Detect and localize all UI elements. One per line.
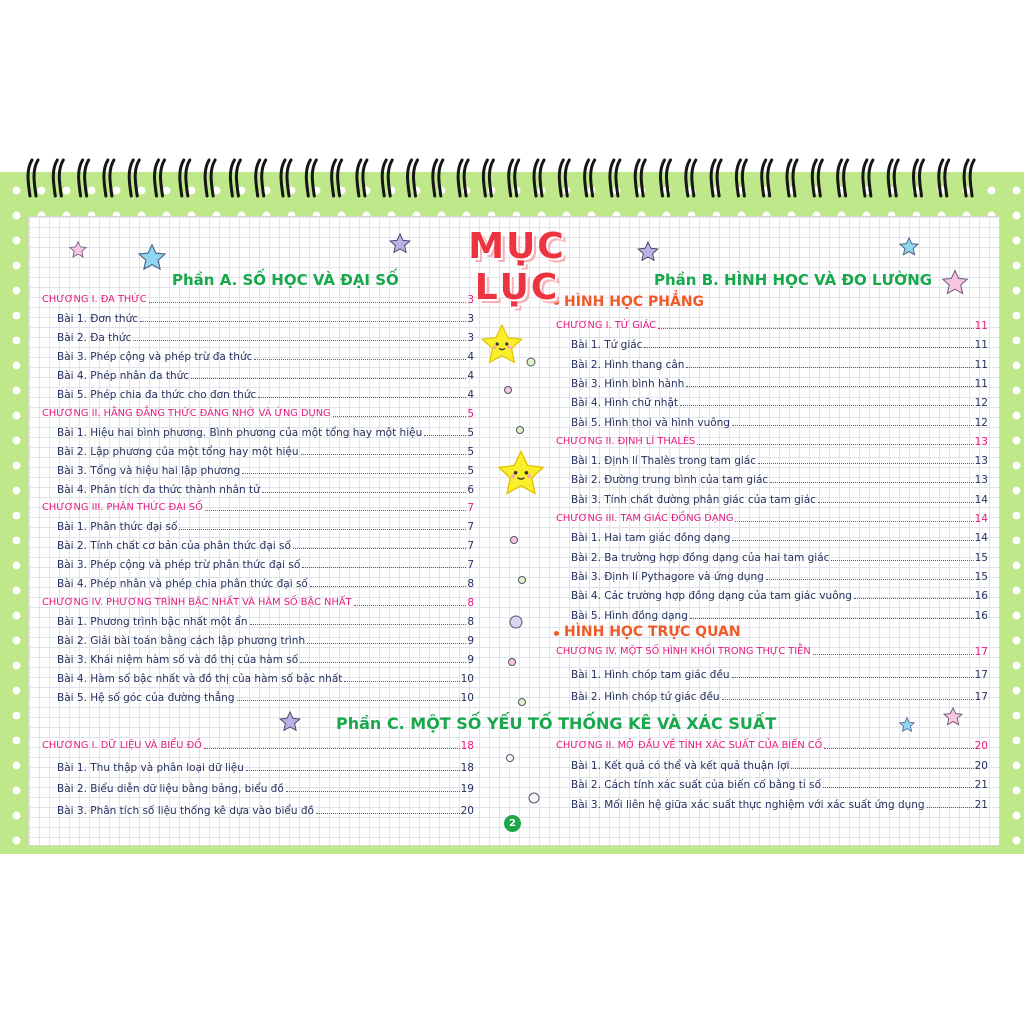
dot-leader bbox=[770, 482, 973, 483]
toc-entry-title: Bài 1. Đơn thức bbox=[57, 312, 139, 325]
dot-leader bbox=[424, 435, 466, 436]
toc-page-number: 6 bbox=[467, 483, 474, 496]
toc-page-number: 7 bbox=[467, 559, 474, 572]
spiral-coil bbox=[281, 160, 291, 196]
spiral-coil bbox=[332, 160, 342, 196]
spiral-coil bbox=[79, 160, 89, 196]
toc-lesson-row bbox=[57, 576, 474, 590]
star-icon bbox=[898, 236, 920, 258]
toc-lesson-row bbox=[57, 330, 474, 344]
dot-leader bbox=[310, 586, 466, 587]
toc-lesson-row bbox=[57, 349, 474, 363]
toc-lesson-row bbox=[571, 357, 988, 371]
toc-entry-title: Bài 5. Hệ số góc của đường thẳng bbox=[57, 691, 235, 704]
dot-leader bbox=[237, 700, 460, 701]
toc-entry-title: Bài 2. Cách tính xác suất của biến cố bằng tỉ số bbox=[571, 779, 822, 792]
toc-entry-title: Bài 1. Định lí Thalès trong tam giác bbox=[571, 455, 757, 468]
spiral-coil bbox=[939, 160, 949, 196]
toc-lesson-row bbox=[571, 530, 988, 544]
toc-page-number: 9 bbox=[467, 654, 474, 667]
dot-leader bbox=[254, 359, 466, 360]
spiral-coil bbox=[205, 160, 215, 196]
toc-entry-title: Bài 1. Phân thức đại số bbox=[57, 521, 178, 534]
spiral-coil bbox=[230, 160, 240, 196]
dot-leader bbox=[344, 681, 459, 682]
section-heading: HÌNH HỌC PHẲNG bbox=[564, 294, 705, 310]
toc-page-number: 5 bbox=[467, 407, 474, 420]
toc-entry-title: Bài 4. Các trường hợp đồng dạng của tam giác vuông bbox=[571, 590, 852, 603]
spiral-coil bbox=[736, 160, 746, 196]
toc-entry-title: Bài 4. Hàm số bậc nhất và đồ thị của hàm số bậc nhất bbox=[57, 673, 343, 685]
spiral-coil bbox=[155, 160, 165, 196]
dot-leader bbox=[179, 529, 466, 530]
toc-lesson-row bbox=[57, 538, 474, 552]
dot-leader bbox=[301, 454, 467, 455]
spiral-coil bbox=[888, 160, 898, 196]
toc-lesson-row bbox=[571, 376, 988, 390]
toc-page-number: 3 bbox=[467, 331, 474, 344]
dot-leader bbox=[258, 397, 466, 398]
dot-leader bbox=[205, 510, 466, 511]
toc-entry-title: Bài 3. Phân tích số liệu thống kê dựa vào biểu đồ bbox=[57, 804, 314, 817]
toc-lesson-row bbox=[57, 781, 474, 795]
toc-page-number: 13 bbox=[974, 455, 988, 468]
toc-page-number: 8 bbox=[467, 616, 474, 629]
toc-page-number: 11 bbox=[974, 339, 988, 352]
toc-entry-title: CHƯƠNG II. HẰNG ĐẲNG THỨC ĐÁNG NHỚ VÀ ỨNG DỤNG bbox=[42, 407, 331, 419]
toc-page-number: 15 bbox=[974, 551, 988, 564]
toc-entry-title: CHƯƠNG I. TỨ GIÁC bbox=[556, 320, 657, 331]
star-icon bbox=[940, 268, 970, 298]
toc-lesson-row bbox=[571, 689, 988, 703]
toc-lesson-row bbox=[57, 690, 474, 704]
dot-leader bbox=[854, 598, 974, 599]
toc-lesson-row bbox=[57, 311, 474, 325]
dot-leader bbox=[307, 643, 466, 644]
toc-lesson-row bbox=[571, 453, 988, 467]
toc-lesson-row bbox=[57, 803, 474, 817]
dot-leader bbox=[191, 378, 466, 379]
decorative-dots bbox=[496, 352, 546, 812]
toc-lesson-row bbox=[571, 337, 988, 351]
toc-entry-title: Bài 2. Tính chất cơ bản của phân thức đại số bbox=[57, 540, 291, 553]
star-icon bbox=[636, 240, 660, 264]
toc-lesson-row bbox=[57, 463, 474, 477]
spiral-coil bbox=[964, 160, 974, 196]
dot-leader bbox=[680, 405, 974, 406]
spiral-coil bbox=[762, 160, 772, 196]
toc-lesson-row bbox=[57, 519, 474, 533]
star-icon bbox=[136, 242, 168, 274]
toc-page-number: 10 bbox=[460, 673, 474, 685]
toc-lesson-row bbox=[571, 777, 988, 791]
toc-lesson-row bbox=[571, 472, 988, 486]
toc-entry-title: Bài 5. Phép chia đa thức cho đơn thức bbox=[57, 388, 257, 401]
toc-chapter-row bbox=[556, 318, 988, 332]
toc-lesson-row bbox=[57, 614, 474, 628]
toc-page-number: 10 bbox=[460, 691, 474, 704]
spiral-coil bbox=[838, 160, 848, 196]
toc-entry-title: Bài 1. Phương trình bậc nhất một ẩn bbox=[57, 616, 248, 629]
toc-entry-title: Bài 2. Hình chóp tứ giác đều bbox=[571, 691, 720, 703]
toc-page-number: 7 bbox=[467, 521, 474, 534]
spiral-coil bbox=[382, 160, 392, 196]
toc-page-number: 20 bbox=[974, 759, 988, 772]
dot-leader bbox=[242, 473, 466, 474]
toc-page-number: 12 bbox=[974, 397, 988, 410]
toc-lesson-row bbox=[571, 395, 988, 409]
toc-lesson-row bbox=[571, 415, 988, 429]
toc-page-number: 17 bbox=[974, 668, 988, 681]
page-number: 2 bbox=[504, 815, 521, 832]
spiral-coil bbox=[357, 160, 367, 196]
spiral-coil bbox=[28, 160, 38, 196]
spiral-coil bbox=[458, 160, 468, 196]
toc-chapter-row bbox=[42, 406, 474, 420]
toc-entry-title: Bài 1. Tứ giác bbox=[571, 339, 643, 352]
toc-lesson-row bbox=[571, 797, 988, 811]
toc-lesson-row bbox=[57, 557, 474, 571]
toc-page-number: 7 bbox=[467, 540, 474, 553]
dot-leader bbox=[732, 540, 973, 541]
toc-entry-title: Bài 2. Đường trung bình của tam giác bbox=[571, 474, 769, 487]
spiral-coil bbox=[635, 160, 645, 196]
toc-chapter-row bbox=[556, 738, 988, 752]
toc-page-number: 5 bbox=[467, 464, 474, 477]
toc-lesson-row bbox=[571, 550, 988, 564]
dot-leader bbox=[250, 624, 467, 625]
toc-page-number: 16 bbox=[974, 590, 988, 603]
toc-entry-title: Bài 5. Hình đồng dạng bbox=[571, 609, 688, 622]
toc-page-number: 20 bbox=[974, 740, 988, 752]
toc-entry-title: Bài 2. Lập phương của một tổng hay một hiệu bbox=[57, 445, 299, 458]
toc-chapter-row bbox=[556, 644, 988, 658]
toc-chapter-row bbox=[42, 292, 474, 306]
dot-leader bbox=[140, 321, 466, 322]
spiral-coil bbox=[180, 160, 190, 196]
spiral-coil bbox=[585, 160, 595, 196]
toc-lesson-row bbox=[571, 667, 988, 681]
toc-lesson-row bbox=[57, 368, 474, 382]
toc-chapter-row bbox=[556, 511, 988, 525]
dot-leader bbox=[927, 807, 974, 808]
dot-leader bbox=[823, 787, 974, 788]
toc-page-number: 11 bbox=[974, 320, 988, 332]
dot-leader bbox=[286, 791, 460, 792]
dot-leader bbox=[316, 813, 460, 814]
toc-entry-title: CHƯƠNG I. ĐA THỨC bbox=[42, 294, 147, 305]
spiral-coil bbox=[812, 160, 822, 196]
dot-leader bbox=[302, 567, 466, 568]
toc-entry-title: Bài 1. Kết quả có thể và kết quả thuận lợi bbox=[571, 759, 790, 772]
bullet-icon bbox=[554, 631, 559, 636]
spiral-coil bbox=[711, 160, 721, 196]
toc-lesson-row bbox=[57, 482, 474, 496]
toc-page-number: 14 bbox=[974, 532, 988, 545]
dot-leader bbox=[722, 699, 974, 700]
part-b-heading: Phần B. HÌNH HỌC VÀ ĐO LƯỜNG bbox=[654, 271, 933, 289]
toc-lesson-row bbox=[571, 492, 988, 506]
toc-page-number: 21 bbox=[974, 798, 988, 811]
toc-page-number: 15 bbox=[974, 570, 988, 583]
dot-leader bbox=[658, 328, 974, 329]
toc-page-number: 13 bbox=[974, 435, 988, 448]
spiral-coil bbox=[686, 160, 696, 196]
toc-entry-title: Bài 3. Tính chất đường phân giác của tam giác bbox=[571, 493, 816, 506]
dot-leader bbox=[293, 548, 466, 549]
dot-leader bbox=[732, 677, 974, 678]
toc-page-number: 4 bbox=[467, 369, 474, 382]
dot-leader bbox=[818, 502, 974, 503]
toc-page-number: 4 bbox=[467, 350, 474, 363]
star-icon bbox=[898, 716, 916, 734]
toc-entry-title: CHƯƠNG IV. PHƯƠNG TRÌNH BẬC NHẤT VÀ HÀM SỐ BẬC NHẤT bbox=[42, 597, 352, 609]
toc-entry-title: CHƯƠNG II. ĐỊNH LÍ THALÈS bbox=[556, 435, 696, 447]
toc-lesson-row bbox=[571, 569, 988, 583]
toc-page-number: 21 bbox=[974, 779, 988, 792]
toc-page-number: 11 bbox=[974, 377, 988, 390]
toc-entry-title: Bài 3. Phép cộng và phép trừ đa thức bbox=[57, 350, 253, 363]
section-heading: HÌNH HỌC TRỰC QUAN bbox=[564, 624, 741, 640]
spiral-coil bbox=[610, 160, 620, 196]
dot-leader bbox=[133, 340, 466, 341]
toc-page-number: 7 bbox=[467, 502, 474, 515]
spiral-binding bbox=[0, 152, 1024, 198]
spiral-coil bbox=[661, 160, 671, 196]
toc-page-number: 14 bbox=[974, 513, 988, 525]
toc-page-number: 11 bbox=[974, 358, 988, 371]
toc-entry-title: Bài 3. Phép cộng và phép trừ phân thức đại số bbox=[57, 559, 301, 572]
spiral-coil bbox=[863, 160, 873, 196]
toc-page-number: 3 bbox=[467, 294, 474, 306]
spiral-coil bbox=[787, 160, 797, 196]
toc-page-number: 5 bbox=[467, 426, 474, 439]
toc-page-number: 14 bbox=[974, 493, 988, 506]
toc-entry-title: Bài 2. Biểu diễn dữ liệu bằng bảng, biểu đồ bbox=[57, 783, 284, 795]
spiral-coil bbox=[483, 160, 493, 196]
dot-leader bbox=[246, 770, 460, 771]
toc-chapter-row bbox=[42, 500, 474, 514]
dot-leader bbox=[758, 463, 974, 464]
toc-page-number: 4 bbox=[467, 388, 474, 401]
dot-leader bbox=[813, 654, 974, 655]
spiral-coil bbox=[408, 160, 418, 196]
toc-page-number: 18 bbox=[460, 761, 474, 774]
toc-page-number: 12 bbox=[974, 416, 988, 429]
toc-lesson-row bbox=[57, 387, 474, 401]
toc-entry-title: CHƯƠNG III. TAM GIÁC ĐỒNG DẠNG bbox=[556, 513, 734, 524]
toc-page-number: 13 bbox=[974, 474, 988, 487]
toc-entry-title: Bài 2. Đa thức bbox=[57, 331, 132, 344]
dot-leader bbox=[333, 416, 467, 417]
dot-leader bbox=[766, 579, 974, 580]
toc-entry-title: Bài 3. Mối liên hệ giữa xác suất thực nghiệm với xác suất ứng dụng bbox=[571, 798, 925, 811]
toc-lesson-row bbox=[57, 633, 474, 647]
dot-leader bbox=[732, 425, 974, 426]
dot-leader bbox=[824, 748, 973, 749]
spiral-coil bbox=[104, 160, 114, 196]
spiral-coil bbox=[306, 160, 316, 196]
toc-entry-title: Bài 3. Hình bình hành bbox=[571, 377, 685, 390]
toc-page-number: 8 bbox=[467, 597, 474, 610]
toc-entry-title: Bài 1. Hiệu hai bình phương. Bình phương của một tổng hay một hiệu bbox=[57, 426, 423, 439]
toc-entry-title: Bài 1. Hai tam giác đồng dạng bbox=[571, 532, 731, 545]
toc-entry-title: CHƯƠNG II. MỞ ĐẦU VỀ TÍNH XÁC SUẤT CỦA BIẾN CỐ bbox=[556, 740, 823, 751]
toc-page-number: 3 bbox=[467, 312, 474, 325]
dot-leader bbox=[262, 492, 467, 493]
part-c-heading: Phần C. MỘT SỐ YẾU TỐ THỐNG KÊ VÀ XÁC SUẤT bbox=[336, 714, 777, 733]
dot-leader bbox=[791, 768, 973, 769]
dot-leader bbox=[204, 748, 460, 749]
toc-page-number: 16 bbox=[974, 609, 988, 622]
toc-page-number: 20 bbox=[460, 804, 474, 817]
toc-page-number: 9 bbox=[467, 635, 474, 648]
dot-leader bbox=[686, 386, 973, 387]
toc-lesson-row bbox=[57, 444, 474, 458]
toc-chapter-row bbox=[556, 434, 988, 448]
dot-leader bbox=[690, 618, 974, 619]
dot-leader bbox=[735, 521, 973, 522]
spiral-coil bbox=[433, 160, 443, 196]
toc-lesson-row bbox=[57, 671, 474, 685]
toc-chapter-row bbox=[42, 738, 474, 752]
spiral-coil bbox=[53, 160, 63, 196]
toc-lesson-row bbox=[571, 608, 988, 622]
toc-chapter-row bbox=[42, 595, 474, 609]
toc-entry-title: Bài 3. Tổng và hiệu hai lập phương bbox=[57, 464, 241, 477]
dot-leader bbox=[300, 662, 466, 663]
toc-lesson-row bbox=[57, 760, 474, 774]
toc-entry-title: Bài 2. Hình thang cân bbox=[571, 358, 685, 371]
part-a-heading: Phần A. SỐ HỌC VÀ ĐẠI SỐ bbox=[172, 271, 399, 289]
toc-page-number: 17 bbox=[974, 646, 988, 658]
toc-entry-title: Bài 3. Khái niệm hàm số và đồ thị của hàm số bbox=[57, 654, 299, 667]
spiral-coil bbox=[534, 160, 544, 196]
toc-page-number: 19 bbox=[460, 783, 474, 795]
toc-entry-title: CHƯƠNG IV. MỘT SỐ HÌNH KHỐI TRONG THỰC TIỄN bbox=[556, 646, 811, 657]
spiral-coil bbox=[129, 160, 139, 196]
star-icon bbox=[278, 710, 302, 734]
dot-leader bbox=[354, 605, 467, 606]
spiral-coil bbox=[509, 160, 519, 196]
spiral-coil bbox=[256, 160, 266, 196]
star-icon bbox=[388, 232, 412, 256]
toc-entry-title: Bài 4. Phép nhân đa thức bbox=[57, 369, 190, 382]
toc-page-number: 8 bbox=[467, 578, 474, 591]
toc-lesson-row bbox=[571, 758, 988, 772]
dot-leader bbox=[831, 560, 973, 561]
toc-entry-title: Bài 2. Ba trường hợp đồng dạng của hai tam giác bbox=[571, 551, 830, 564]
toc-entry-title: Bài 2. Giải bài toán bằng cách lập phương trình bbox=[57, 635, 306, 648]
toc-entry-title: Bài 5. Hình thoi và hình vuông bbox=[571, 416, 730, 429]
dot-leader bbox=[697, 444, 973, 445]
star-icon bbox=[68, 240, 88, 260]
toc-lesson-row bbox=[571, 588, 988, 602]
dot-leader bbox=[686, 367, 973, 368]
toc-entry-title: Bài 3. Định lí Pythagore và ứng dụng bbox=[571, 570, 764, 583]
toc-lesson-row bbox=[57, 652, 474, 666]
toc-entry-title: Bài 4. Phép nhân và phép chia phân thức đại số bbox=[57, 578, 308, 591]
toc-entry-title: CHƯƠNG III. PHÂN THỨC ĐẠI SỐ bbox=[42, 502, 203, 514]
spiral-coil bbox=[559, 160, 569, 196]
toc-entry-title: Bài 4. Phân tích đa thức thành nhân tử bbox=[57, 483, 260, 496]
toc-entry-title: Bài 1. Hình chóp tam giác đều bbox=[571, 668, 730, 681]
toc-lesson-row bbox=[57, 425, 474, 439]
toc-entry-title: Bài 1. Thu thập và phân loại dữ liệu bbox=[57, 761, 244, 774]
toc-entry-title: CHƯƠNG I. DỮ LIỆU VÀ BIỂU ĐỒ bbox=[42, 740, 202, 751]
dot-leader bbox=[644, 347, 973, 348]
toc-page-number: 5 bbox=[467, 445, 474, 458]
spiral-coil bbox=[914, 160, 924, 196]
star-icon bbox=[942, 706, 964, 728]
page-title: MỤC LỤC bbox=[468, 226, 566, 308]
dot-leader bbox=[149, 302, 467, 303]
toc-entry-title: Bài 4. Hình chữ nhật bbox=[571, 397, 678, 410]
toc-page-number: 18 bbox=[460, 740, 474, 752]
toc-page-number: 17 bbox=[974, 691, 988, 703]
